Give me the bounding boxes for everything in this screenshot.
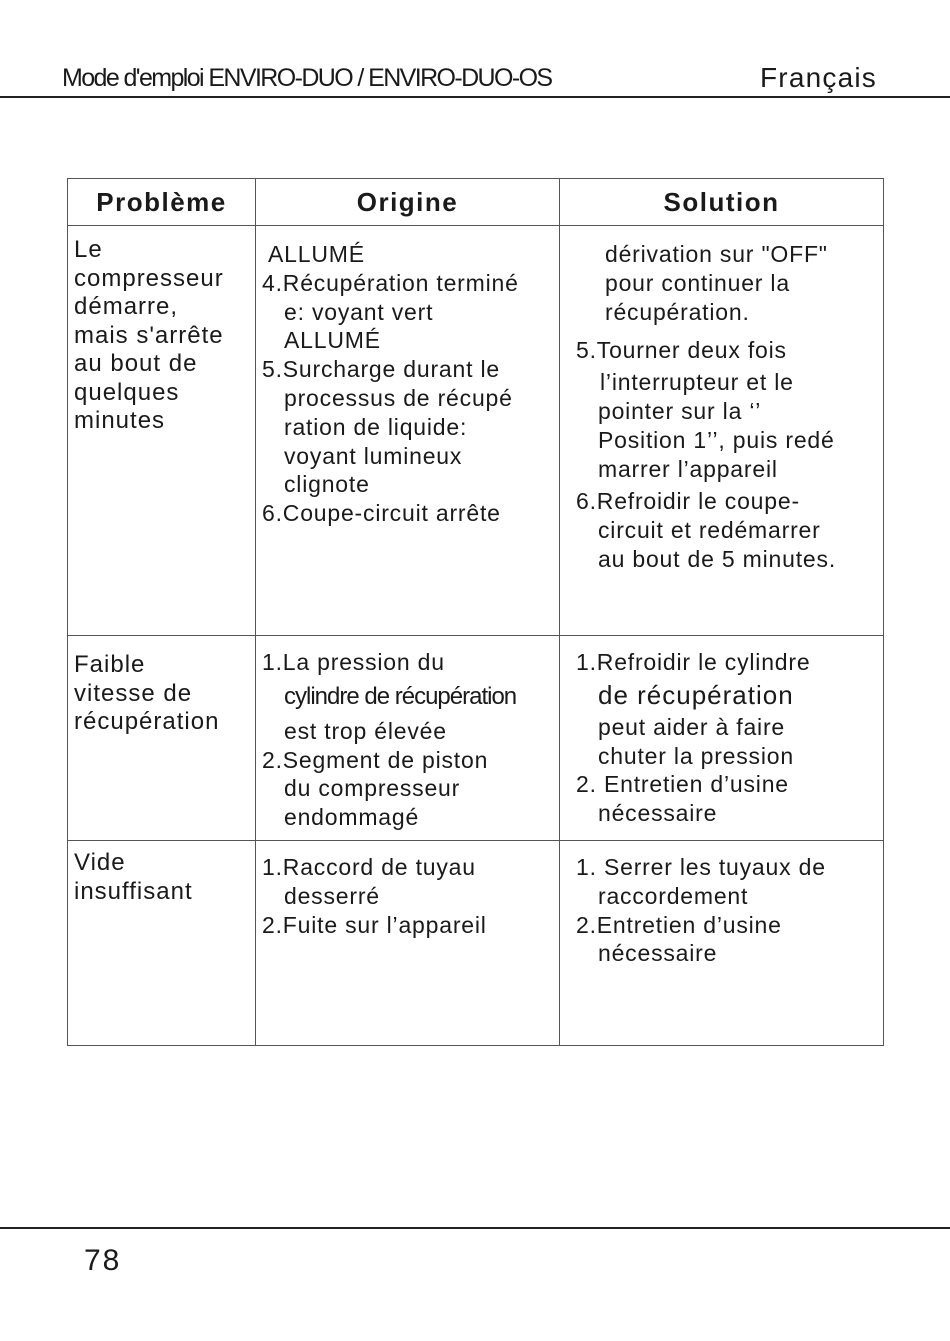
origin-line: ALLUMÉ [284, 327, 381, 354]
origin-cell [256, 841, 560, 1046]
column-header-solution: Solution [560, 179, 884, 226]
solution-line: pour continuer la [605, 269, 790, 296]
origin-line: voyant lumineux [284, 442, 463, 469]
footer-divider [0, 1227, 950, 1229]
solution-line: nécessaire [598, 940, 718, 967]
solution-line: 2.Entretien d’usine [576, 911, 782, 938]
problem-text: Le compresseur démarre, mais s'arrête au bout de quelques minutes [74, 236, 224, 434]
solution-cell [560, 841, 884, 1046]
origin-line: endommagé [284, 804, 420, 831]
origin-line: desserré [284, 882, 380, 909]
origin-line: 1.Raccord de tuyau [262, 854, 476, 880]
solution-line: marrer l’appareil [598, 455, 778, 482]
problem-text: Faible vitesse de récupération [74, 651, 220, 735]
document-title: Mode d'emploi ENVIRO-DUO / ENVIRO-DUO-OS [62, 64, 552, 92]
solution-line: Position 1’’, puis redé [598, 426, 835, 453]
origin-line: e: voyant vert [284, 298, 434, 325]
problem-cell [68, 841, 256, 1046]
solution-line: dérivation sur "OFF" [605, 241, 828, 267]
page-number: 78 [84, 1244, 122, 1277]
column-header-origine: Origine [256, 179, 560, 226]
origin-line: ALLUMÉ [268, 241, 365, 267]
problem-cell [68, 226, 256, 636]
origin-line: 5.Surcharge durant le [262, 356, 500, 383]
solution-line: l’interrupteur et le [600, 369, 794, 396]
origin-line: 2.Segment de piston [262, 746, 489, 773]
table-row [68, 226, 884, 636]
language-label: Français [760, 62, 877, 93]
solution-line: nécessaire [598, 800, 718, 827]
solution-line: peut aider à faire [598, 713, 786, 740]
origin-line: cylindre de récupération [284, 682, 517, 710]
origin-line: 4.Récupération terminé [262, 269, 519, 296]
origin-line: 6.Coupe-circuit arrête [262, 500, 501, 527]
solution-line: 6.Refroidir le coupe- [576, 488, 800, 515]
origin-line: 2.Fuite sur l’appareil [262, 911, 487, 938]
origin-line: processus de récupé [284, 384, 513, 411]
origin-line: du compresseur [284, 775, 461, 802]
solution-line: au bout de 5 minutes. [598, 545, 837, 572]
solution-line: récupération. [605, 298, 750, 325]
solution-cell [560, 636, 884, 841]
column-header-probleme: Problème [68, 179, 256, 226]
table-row [68, 841, 884, 1046]
origin-cell [256, 636, 560, 841]
origin-line: ration de liquide: [284, 413, 468, 440]
solution-line: 1. Serrer les tuyaux de [576, 854, 826, 880]
solution-line: 1.Refroidir le cylindre [576, 649, 811, 675]
table-header-row [68, 179, 884, 226]
solution-cell [560, 226, 884, 636]
solution-line: circuit et redémarrer [598, 517, 821, 544]
solution-line: de récupération [598, 679, 794, 710]
solution-line: pointer sur la ‘’ [598, 397, 762, 424]
problem-text: Vide insuffisant [74, 849, 193, 905]
origin-cell [256, 226, 560, 636]
solution-line: chuter la pression [598, 742, 794, 769]
troubleshooting-table [67, 178, 884, 1046]
solution-line: raccordement [598, 882, 749, 909]
header-divider [0, 96, 950, 98]
solution-line: 5.Tourner deux fois [576, 337, 787, 364]
origin-line: 1.La pression du [262, 649, 445, 675]
origin-line: clignote [284, 471, 370, 498]
table-row [68, 636, 884, 841]
origin-line: est trop élevée [284, 717, 447, 744]
problem-cell [68, 636, 256, 841]
solution-line: 2. Entretien d’usine [576, 771, 789, 798]
